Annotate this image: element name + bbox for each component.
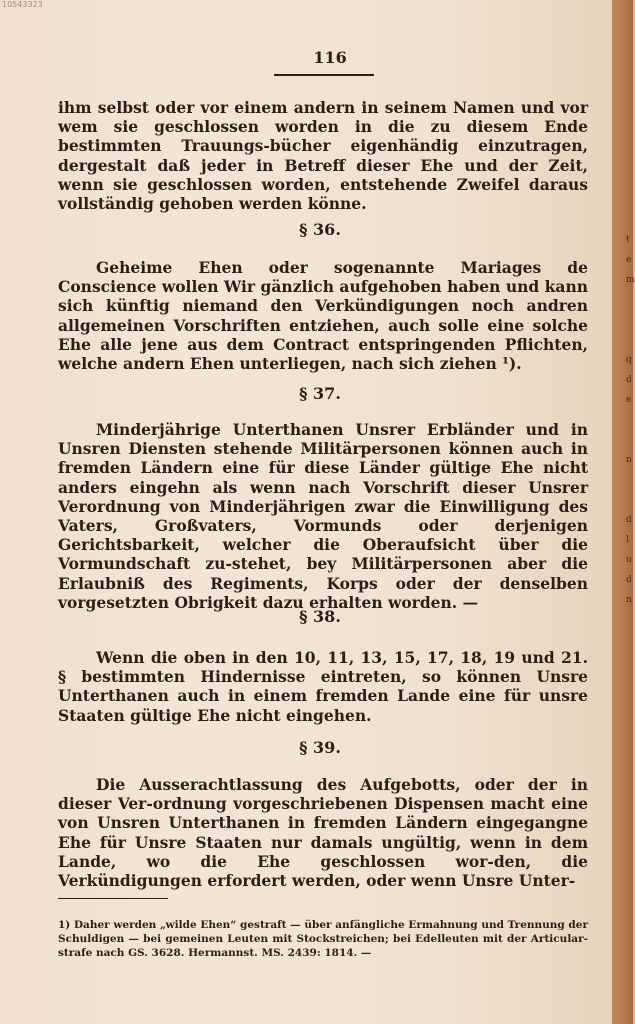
section-38-heading: § 38. xyxy=(299,607,341,626)
intro-paragraph: ihm selbst oder vor einem andern in seinem Namen und vor wem sie geschlossen worden in die zu diesem Ende bestimmten Trauungs-bücher eigenhändig einzutragen, dergestalt daß jeder in Betreff dieser Ehe und der Zeit, wenn sie geschlossen worden, entstehende Zweifel daraus vollständig gehoben werden könne. xyxy=(58,98,588,214)
section-39-text: Die Ausserachtlassung des Aufgebotts, oder der in dieser Ver-ordnung vorgeschriebenen Dispensen macht eine von Unsren Unterthanen in fremden Ländern eingegangne Ehe für Unsre Staaten nur damals ungültig, wenn in dem Lande, wo die Ehe geschlossen wor-den, die Verkündigungen erfordert werden, oder wenn Unsre Unter- xyxy=(58,775,588,891)
scan-id: 10543323 xyxy=(2,0,43,9)
facing-page-edge xyxy=(612,0,633,1024)
facing-page-letters: t e m q d e n d l u d n xyxy=(626,235,635,605)
section-37-heading: § 37. xyxy=(299,384,341,403)
section-37-text: Minderjährige Unterthanen Unsrer Erbländer und in Unsren Diensten stehende Militärpersonen können auch in fremden Ländern eine für diese Länder gültige Ehe nicht anders eingehn als wenn nach Vorschrift dieser Unsrer Verordnung von Minderjährigen zwar die Einwilligung des Vaters, Großvaters, Vormunds oder derjenigen Gerichtsbarkeit, welcher die Oberaufsicht über die Vormundschaft zu-stehet, bey Militärpersonen aber die Erlaubniß des Regiments, Korps oder der denselben vorgesetzten Obrigkeit dazu erhalten worden. — xyxy=(58,420,588,612)
footnote: 1) Daher werden „wilde Ehen“ gestraft — über anfängliche Ermahnung und Trennung der Schuldigen — bei gemeinen Leuten mit Stockstreichen; bei Edelleuten mit der Articular-strafe nach GS. 3628. Hermannst. MS. 2439: 1814. — xyxy=(58,919,588,959)
section-39-heading: § 39. xyxy=(299,738,341,757)
section-36-heading: § 36. xyxy=(299,220,341,239)
section-38-text: Wenn die oben in den 10, 11, 13, 15, 17, 18, 19 und 21. § bestimmten Hindernisse eintreten, so können Unsre Unterthanen auch in einem fremden Lande eine für unsre Staaten gültige Ehe nicht eingehen. xyxy=(58,648,588,725)
footnote-rule xyxy=(58,898,168,899)
section-36-text: Geheime Ehen oder sogenannte Mariages de Conscience wollen Wir gänzlich aufgehoben haben und kann sich künftig niemand den Verkündigungen noch andren allgemeinen Vorschriften entziehen, auch solle eine solche Ehe alle jene aus dem Contract entspringenden Pflichten, welche andern Ehen unterliegen, nach sich ziehen ¹). xyxy=(58,258,588,374)
page-number: 116 xyxy=(313,48,347,67)
header-rule xyxy=(274,74,374,76)
